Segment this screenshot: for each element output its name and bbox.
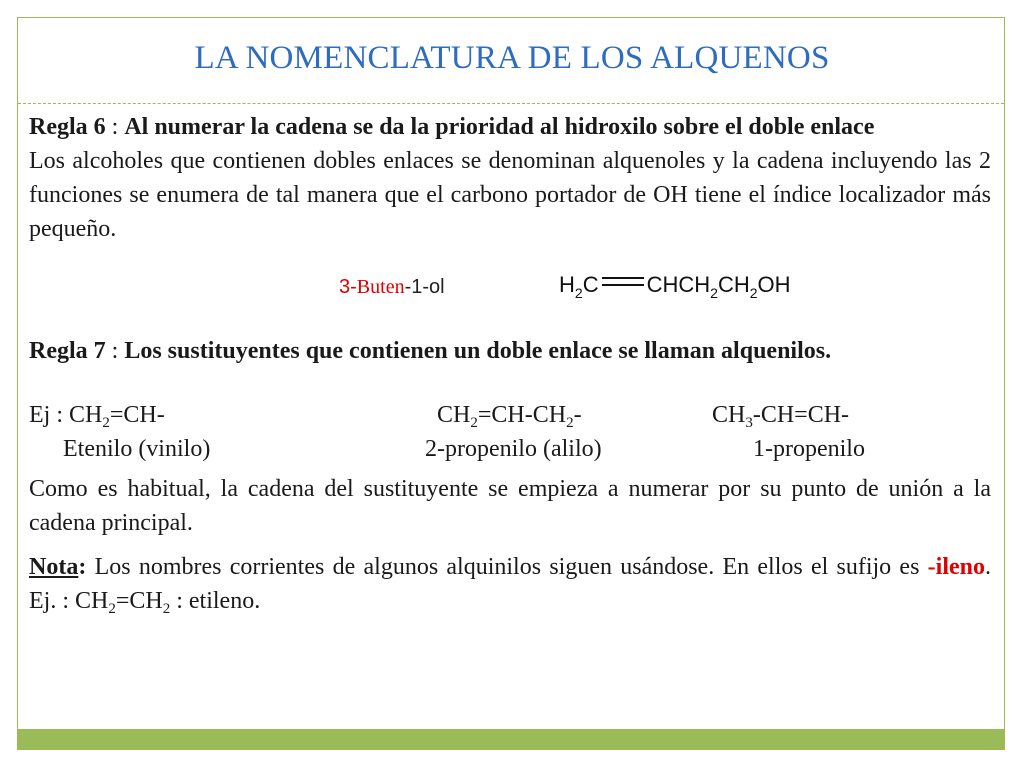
title-divider [18, 103, 1004, 104]
rule6-heading-text: Al numerar la cadena se da la prioridad al hidroxilo sobre el doble enlace [124, 114, 875, 140]
nota-paragraph: Nota: Los nombres corrientes de algunos alquinilos siguen usándose. En ellos el sufijo es -ileno. Ej. : $CH_2=CH_2$ : etileno. [29, 554, 991, 617]
ileno-suffix: -ileno [927, 554, 985, 580]
double-bond-icon [602, 277, 644, 286]
example-alkenol-row [29, 268, 991, 308]
substituent-examples [29, 368, 991, 466]
numbering-note: Como es habitual, la cadena del sustituyente se empieza a numerar por su punto de unión a la cadena principal. [29, 476, 991, 536]
structural-formula: $H_2C$ $CHCH_2CH_2OH$ [559, 272, 791, 301]
example-3-formula: $CH_3-CH=CH-$ [712, 402, 850, 431]
compound-name [339, 270, 445, 304]
example-2-formula: $CH_2=CH-CH_2-$ [437, 402, 582, 431]
nota-label: Nota [29, 554, 79, 580]
rule7-heading-text: Los sustituyentes que contienen un doble enlace se llaman alquenilos. [124, 338, 832, 364]
rule6-heading [29, 110, 991, 144]
rule6-sep: : [105, 114, 125, 140]
slide-content [29, 110, 991, 618]
rule7-heading [29, 334, 991, 368]
slide-title: LA NOMENCLATURA DE LOS ALQUENOS [194, 40, 830, 76]
example-1-formula: Ej : $CH_2=CH-$ [29, 402, 165, 431]
rule6-body: Los alcoholes que contienen dobles enlaces se denominan alquenoles y la cadena incluyendo las 2 funciones se enumera de tal manera que el carbono portador de OH tiene el índice localizador más pequeño. [29, 148, 991, 242]
example-2-name: 2-propenilo (alilo) [425, 436, 602, 462]
example-3-name: 1-propenilo [753, 436, 865, 462]
rule7-sep: : [105, 338, 125, 364]
compound-name-num: 3- [339, 276, 357, 298]
footer-accent-bar [17, 729, 1005, 749]
compound-name-word: Buten [356, 276, 405, 298]
rule6-label: Regla 6 [29, 114, 106, 140]
example-alkenol [29, 246, 991, 334]
rule7-label: Regla 7 [29, 338, 106, 364]
compound-name-suffix: -1-ol [404, 276, 445, 298]
example-1-name: Etenilo (vinilo) [63, 436, 211, 462]
